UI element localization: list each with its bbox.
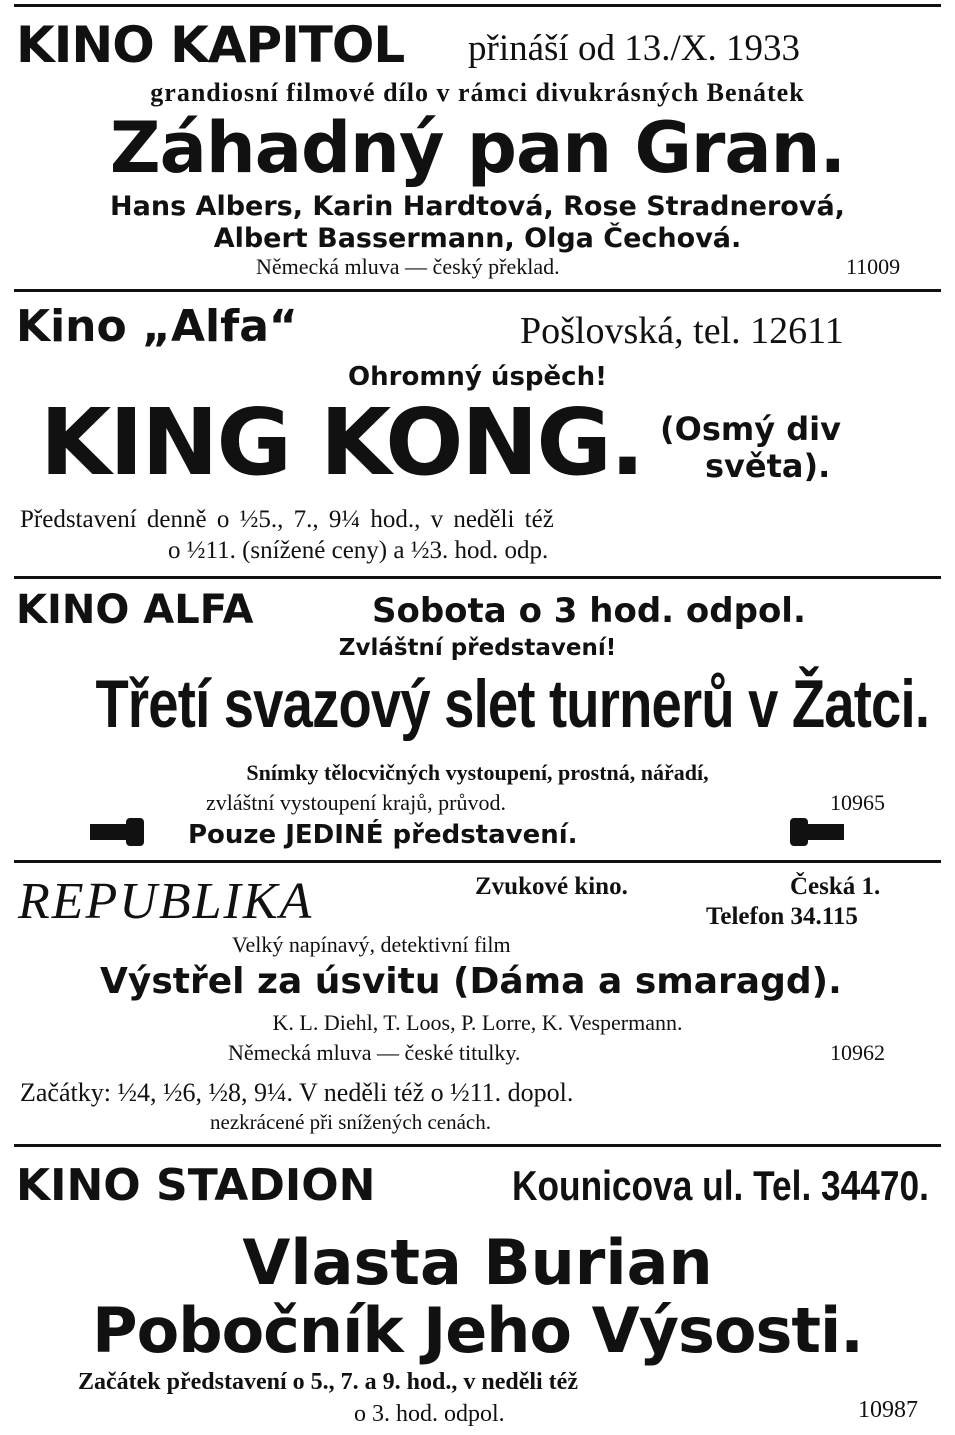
alfa-note-2: světa). <box>705 447 831 485</box>
divider-2 <box>14 576 941 579</box>
alfa-times-2: o ½11. (snížené ceny) a ½3. hod. odp. <box>168 537 549 564</box>
kapitol-subtitle: grandiosní filmové dílo v rámci divukrásných Benátek <box>150 78 805 107</box>
republika-language: Německá mluva — české titulky. <box>228 1040 521 1065</box>
kapitol-cast-1: Hans Albers, Karin Hardtová, Rose Stradnerová, <box>110 191 845 222</box>
republika-note: nezkrácené při snížených cenách. <box>210 1110 491 1134</box>
stadion-ref: 10987 <box>858 1397 918 1423</box>
kapitol-ref: 11009 <box>846 254 901 279</box>
republika-address: Česká 1. <box>790 873 881 900</box>
divider-1 <box>14 289 941 292</box>
divider-3 <box>14 860 941 863</box>
alfa-special-when: Sobota o 3 hod. odpol. <box>372 591 806 631</box>
stadion-times-2: o 3. hod. odpol. <box>354 1401 505 1427</box>
republika-tagline: Velký napínavý, detektivní film <box>232 932 511 957</box>
alfa-name: Kino „Alfa“ <box>16 301 298 352</box>
alfa-film-title: KING KONG. <box>40 389 643 496</box>
stadion-address: Kounicova ul. Tel. 34470. <box>512 1162 929 1209</box>
alfa-times-1: Představení denně o ½5., 7., 9¼ hod., v neděli též <box>20 506 554 533</box>
kapitol-name: KINO KAPITOL <box>16 16 405 74</box>
alfa-tagline: Ohromný úspěch! <box>348 362 607 392</box>
alfa-address: Pošlovská, tel. 12611 <box>520 310 844 352</box>
kapitol-language: Německá mluva — český překlad. <box>256 254 560 279</box>
top-rule <box>14 4 941 7</box>
kapitol-date: přináší od 13./X. 1933 <box>468 28 800 69</box>
kapitol-cast-2: Albert Bassermann, Olga Čechová. <box>213 223 742 254</box>
pointing-hand-left-icon <box>790 823 844 840</box>
republika-times: Začátky: ½4, ½6, ½8, 9¼. V neděli též o ½11. dopol. <box>20 1078 574 1107</box>
stadion-star: Vlasta Burian <box>242 1226 713 1299</box>
republika-cast: K. L. Diehl, T. Loos, P. Lorre, K. Vespermann. <box>272 1010 683 1035</box>
republika-ref: 10962 <box>830 1040 885 1065</box>
kapitol-film-title: Záhadný pan Gran. <box>109 107 846 189</box>
stadion-times-1: Začátek představení o 5., 7. a 9. hod., v neděli též <box>78 1369 578 1395</box>
alfa-special-film-title: Třetí svazový slet turnerů v Žatci. <box>95 666 930 742</box>
alfa-special-only-label: Pouze JEDINÉ představení. <box>188 820 578 850</box>
stadion-name: KINO STADION <box>16 1160 376 1211</box>
republika-type: Zvukové kino. <box>475 873 628 900</box>
alfa-note-1: (Osmý div <box>660 410 841 448</box>
alfa-special-desc-1: Snímky tělocvičných vystoupení, prostná, nářadí, <box>246 760 709 785</box>
stadion-film-title: Pobočník Jeho Výsosti. <box>92 1294 863 1367</box>
alfa-special-tagline: Zvláštní představení! <box>338 635 617 661</box>
republika-film-title: Výstřel za úsvitu (Dáma a smaragd). <box>100 961 842 1002</box>
pointing-hand-right-icon <box>90 823 144 840</box>
republika-phone: Telefon 34.115 <box>706 903 858 930</box>
divider-4 <box>14 1144 941 1147</box>
republika-name: REPUBLIKA <box>18 873 314 930</box>
alfa-special-desc-2: zvláštní vystoupení krajů, průvod. <box>206 790 507 815</box>
alfa-special-name: KINO ALFA <box>16 587 254 633</box>
alfa-special-ref: 10965 <box>830 790 885 815</box>
